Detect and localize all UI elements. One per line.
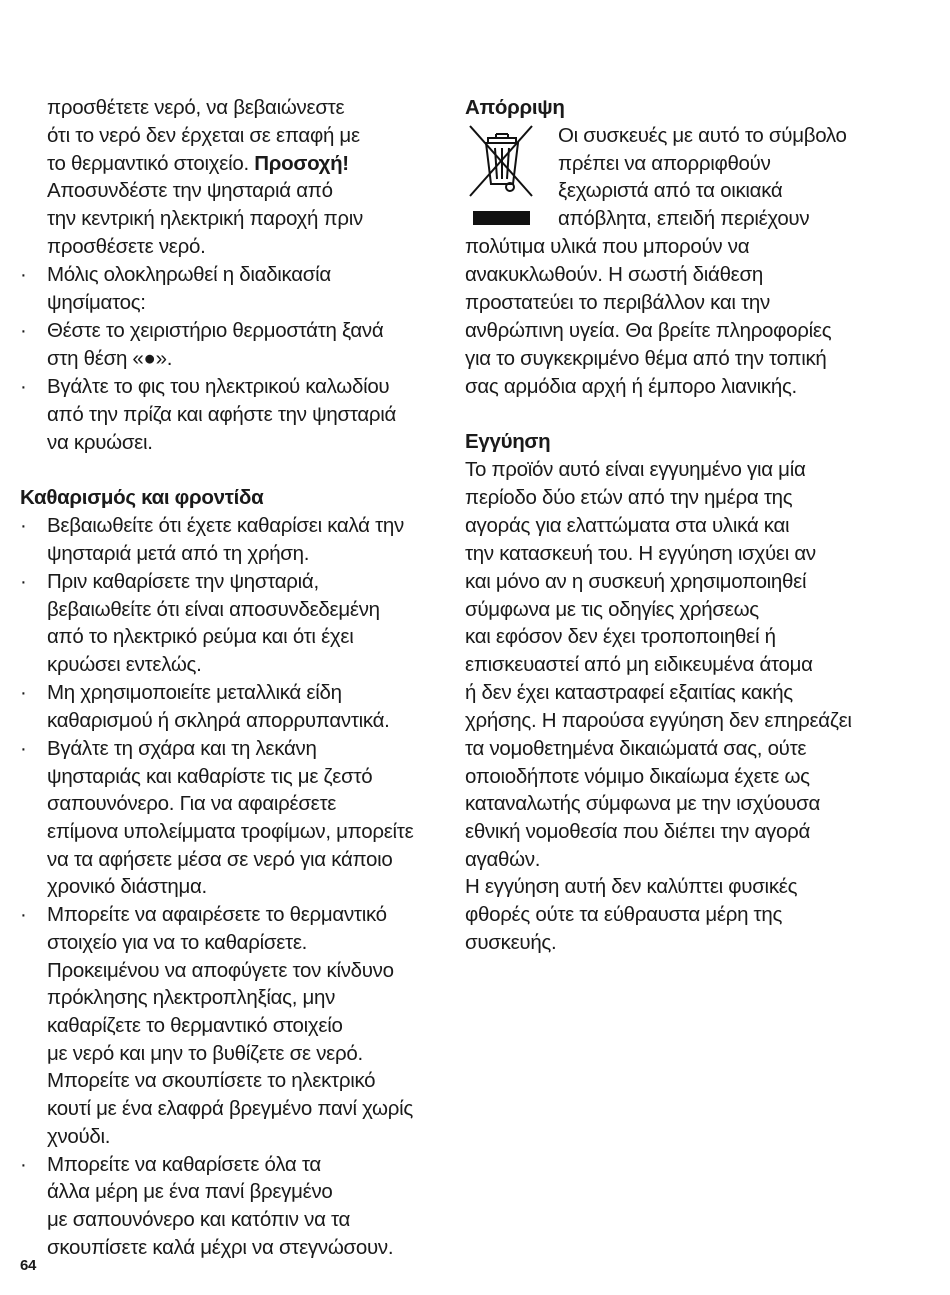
warranty-line: επισκευαστεί από μη ειδικευμένα άτομα xyxy=(465,653,813,676)
warranty-line: οποιοδήποτε νόμιμο δικαίωμα έχετε ως xyxy=(465,765,810,788)
warranty-line: αγοράς για ελαττώματα στα υλικά και xyxy=(465,514,790,537)
crossed-out-wheelie-bin-icon xyxy=(466,124,536,198)
intro-line: προσθέτετε νερό, να βεβαιώνεστε xyxy=(47,96,345,119)
bullet-line: χνούδι. xyxy=(47,1125,111,1148)
bullet-line: με σαπουνόνερο και κατόπιν να τα xyxy=(47,1208,351,1231)
bullet-line: κρυώσει εντελώς. xyxy=(47,653,202,676)
disposal-line: ανακυκλωθούν. Η σωστή διάθεση xyxy=(465,263,763,286)
intro-line-with-warning xyxy=(47,151,349,177)
disposal-line: για το συγκεκριμένο θέμα από την τοπική xyxy=(465,347,827,370)
bullet-dot: · xyxy=(20,681,27,704)
bullet-line: άλλα μέρη με ένα πανί βρεγμένο xyxy=(47,1180,333,1203)
warranty-line: σύμφωνα με τις οδηγίες χρήσεως xyxy=(465,598,759,621)
bullet-line: με νερό και μην το βυθίζετε σε νερό. xyxy=(47,1042,363,1065)
bullet-dot: · xyxy=(20,903,27,926)
disposal-line: πολύτιμα υλικά που μπορούν να xyxy=(465,235,750,258)
bullet-line: πρόκλησης ηλεκτροπληξίας, μην xyxy=(47,986,336,1009)
disposal-line: ανθρώπινη υγεία. Θα βρείτε πληροφορίες xyxy=(465,319,832,342)
bullet-line: σαπουνόνερο. Για να αφαιρέσετε xyxy=(47,792,337,815)
bullet-line: Πριν καθαρίσετε την ψησταριά, xyxy=(47,570,319,593)
bullet-line: από το ηλεκτρικό ρεύμα και ότι έχει xyxy=(47,625,354,648)
bullet-line: Βγάλτε τη σχάρα και τη λεκάνη xyxy=(47,737,317,760)
bullet-line: Μόλις ολοκληρωθεί η διαδικασία xyxy=(47,263,331,286)
bullet-line: Βεβαιωθείτε ότι έχετε καθαρίσει καλά την xyxy=(47,514,404,537)
bullet-line: να κρυώσει. xyxy=(47,431,153,454)
disposal-heading: Απόρριψη xyxy=(465,96,565,119)
bullet-dot: · xyxy=(20,1153,27,1176)
page-number: 64 xyxy=(20,1257,37,1274)
warranty-line: φθορές ούτε τα εύθραυστα μέρη της xyxy=(465,903,783,926)
intro-line: προσθέσετε νερό. xyxy=(47,235,206,258)
intro-line: Αποσυνδέστε την ψησταριά από xyxy=(47,179,333,202)
intro-line: την κεντρική ηλεκτρική παροχή πριν xyxy=(47,207,363,230)
bullet-line: επίμονα υπολείμματα τροφίμων, μπορείτε xyxy=(47,820,414,843)
warranty-line: χρήσης. Η παρούσα εγγύηση δεν επηρεάζει xyxy=(465,709,852,732)
disposal-line: απόβλητα, επειδή περιέχουν xyxy=(558,207,810,230)
bullet-line: από την πρίζα και αφήστε την ψησταριά xyxy=(47,403,397,426)
bullet-line: ψησταριάς και καθαρίστε τις με ζεστό xyxy=(47,765,373,788)
cleaning-heading: Καθαρισμός και φροντίδα xyxy=(20,486,264,509)
warranty-line: εθνική νομοθεσία που διέπει την αγορά xyxy=(465,820,811,843)
warning-word: Προσοχή! xyxy=(254,152,349,175)
disposal-line: Οι συσκευές με αυτό το σύμβολο xyxy=(558,124,847,147)
warranty-line: την κατασκευή του. Η εγγύηση ισχύει αν xyxy=(465,542,816,565)
bullet-line: ψησταριά μετά από τη χρήση. xyxy=(47,542,310,565)
bullet-line: Μπορείτε να αφαιρέσετε το θερμαντικό xyxy=(47,903,387,926)
warranty-line: συσκευής. xyxy=(465,931,557,954)
bin-underline-bar xyxy=(473,211,530,225)
disposal-line: προστατεύει το περιβάλλον και την xyxy=(465,291,770,314)
disposal-line: ξεχωριστά από τα οικιακά xyxy=(558,179,783,202)
warranty-line: ή δεν έχει καταστραφεί εξαιτίας κακής xyxy=(465,681,793,704)
bullet-line: καθαρίζετε το θερμαντικό στοιχείο xyxy=(47,1014,343,1037)
intro-line: το θερμαντικό στοιχείο. xyxy=(47,152,249,175)
disposal-line: πρέπει να απορριφθούν xyxy=(558,152,771,175)
warranty-line: περίοδο δύο ετών από την ημέρα της xyxy=(465,486,793,509)
warranty-line: Το προϊόν αυτό είναι εγγυημένο για μία xyxy=(465,458,806,481)
bullet-dot: · xyxy=(20,737,27,760)
bullet-line: στοιχείο για να το καθαρίσετε. xyxy=(47,931,308,954)
bullet-line: ψησίματος: xyxy=(47,291,146,314)
bullet-line: Προκειμένου να αποφύγετε τον κίνδυνο xyxy=(47,959,394,982)
bullet-dot: · xyxy=(20,570,27,593)
warranty-line: και εφόσον δεν έχει τροποποιηθεί ή xyxy=(465,625,776,648)
disposal-line: σας αρμόδια αρχή ή έμπορο λιανικής. xyxy=(465,375,797,398)
bullet-line: να τα αφήσετε μέσα σε νερό για κάποιο xyxy=(47,848,393,871)
bullet-line: Θέστε το χειριστήριο θερμοστάτη ξανά xyxy=(47,319,384,342)
warranty-line: αγαθών. xyxy=(465,848,541,871)
bullet-line: Μη χρησιμοποιείτε μεταλλικά είδη xyxy=(47,681,342,704)
bullet-line: καθαρισμού ή σκληρά απορρυπαντικά. xyxy=(47,709,390,732)
bullet-line: σκουπίσετε καλά μέχρι να στεγνώσουν. xyxy=(47,1236,394,1259)
bullet-line: χρονικό διάστημα. xyxy=(47,875,207,898)
bullet-line: βεβαιωθείτε ότι είναι αποσυνδεδεμένη xyxy=(47,598,380,621)
bullet-dot: · xyxy=(20,319,27,342)
warranty-line: και μόνο αν η συσκευή χρησιμοποιηθεί xyxy=(465,570,807,593)
warranty-line: Η εγγύηση αυτή δεν καλύπτει φυσικές xyxy=(465,875,798,898)
intro-line: ότι το νερό δεν έρχεται σε επαφή με xyxy=(47,124,360,147)
warranty-line: καταναλωτής σύμφωνα με την ισχύουσα xyxy=(465,792,820,815)
bullet-line: Μπορείτε να σκουπίσετε το ηλεκτρικό xyxy=(47,1069,376,1092)
warranty-heading: Εγγύηση xyxy=(465,430,551,453)
bullet-dot: · xyxy=(20,514,27,537)
warranty-line: τα νομοθετημένα δικαιώματά σας, ούτε xyxy=(465,737,807,760)
bullet-line: κουτί με ένα ελαφρά βρεγμένο πανί χωρίς xyxy=(47,1097,413,1120)
bullet-dot: · xyxy=(20,263,27,286)
bullet-line: Βγάλτε το φις του ηλεκτρικού καλωδίου xyxy=(47,375,390,398)
bullet-line: Μπορείτε να καθαρίσετε όλα τα xyxy=(47,1153,321,1176)
bullet-line: στη θέση «●». xyxy=(47,347,173,370)
bullet-dot: · xyxy=(20,375,27,398)
